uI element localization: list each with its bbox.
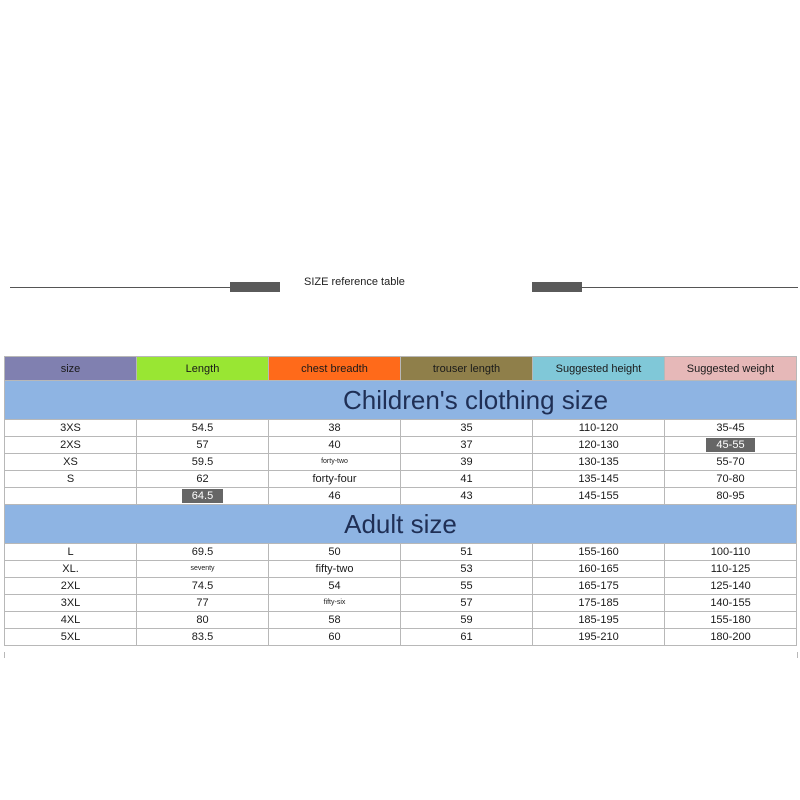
- children-cell-length: 54.5: [137, 420, 269, 437]
- children-cell-trouser-length: 43: [401, 488, 533, 505]
- adult-cell-length: 80: [137, 612, 269, 629]
- children-cell-trouser-length: 37: [401, 437, 533, 454]
- size-table: [4, 356, 797, 646]
- header-length: Length: [137, 357, 269, 381]
- header-size: size: [5, 357, 137, 381]
- children-row: [5, 437, 797, 454]
- children-cell-suggested-weight: 55-70: [665, 454, 797, 471]
- adult-cell-chest-breadth: fifty-six: [269, 595, 401, 612]
- adult-cell-chest-breadth: 54: [269, 578, 401, 595]
- header-row: [5, 357, 797, 381]
- adult-cell-suggested-weight: 180-200: [665, 629, 797, 646]
- adult-cell-trouser-length: 53: [401, 561, 533, 578]
- adult-cell-chest-breadth: 60: [269, 629, 401, 646]
- children-cell-suggested-weight: 45-55: [665, 437, 797, 454]
- adult-cell-suggested-weight: 125-140: [665, 578, 797, 595]
- children-cell-chest-breadth: 40: [269, 437, 401, 454]
- children-cell-chest-breadth: forty-four: [269, 471, 401, 488]
- adult-row: [5, 595, 797, 612]
- children-cell-suggested-height: 130-135: [533, 454, 665, 471]
- children-cell-size: 2XS: [5, 437, 137, 454]
- children-cell-suggested-height: 120-130: [533, 437, 665, 454]
- adult-cell-chest-breadth: fifty-two: [269, 561, 401, 578]
- children-cell-suggested-weight: 80-95: [665, 488, 797, 505]
- header-chest-breadth: chest breadth: [269, 357, 401, 381]
- children-cell-size: S: [5, 471, 137, 488]
- adult-cell-size: XL.: [5, 561, 137, 578]
- adult-cell-trouser-length: 55: [401, 578, 533, 595]
- adult-row: [5, 544, 797, 561]
- children-cell-suggested-weight: 35-45: [665, 420, 797, 437]
- children-cell-suggested-height: 135-145: [533, 471, 665, 488]
- title-decoration-right: [532, 282, 582, 292]
- children-row: [5, 471, 797, 488]
- adult-cell-trouser-length: 51: [401, 544, 533, 561]
- adult-cell-trouser-length: 61: [401, 629, 533, 646]
- adult-cell-suggested-height: 160-165: [533, 561, 665, 578]
- children-cell-trouser-length: 35: [401, 420, 533, 437]
- children-row: [5, 454, 797, 471]
- children-cell-suggested-height: 110-120: [533, 420, 665, 437]
- adult-cell-trouser-length: 59: [401, 612, 533, 629]
- section-children: [5, 381, 797, 420]
- adult-cell-length: 83.5: [137, 629, 269, 646]
- title-divider-left: [10, 287, 230, 288]
- section-adult: [5, 505, 797, 544]
- title-decoration-left: [230, 282, 280, 292]
- header-suggested-height: Suggested height: [533, 357, 665, 381]
- children-row: [5, 488, 797, 505]
- children-cell-size: XS: [5, 454, 137, 471]
- children-cell-chest-breadth: forty-two: [269, 454, 401, 471]
- adult-cell-trouser-length: 57: [401, 595, 533, 612]
- header-suggested-weight: Suggested weight: [665, 357, 797, 381]
- adult-row: [5, 612, 797, 629]
- adult-cell-suggested-height: 155-160: [533, 544, 665, 561]
- adult-cell-suggested-weight: 100-110: [665, 544, 797, 561]
- children-cell-length: 64.5: [137, 488, 269, 505]
- children-cell-chest-breadth: 46: [269, 488, 401, 505]
- children-cell-length: 59.5: [137, 454, 269, 471]
- children-cell-suggested-height: 145-155: [533, 488, 665, 505]
- section-children-label: Children's clothing size: [5, 381, 797, 420]
- children-cell-trouser-length: 41: [401, 471, 533, 488]
- adult-cell-suggested-weight: 110-125: [665, 561, 797, 578]
- children-cell-size: [5, 488, 137, 505]
- adult-cell-suggested-height: 175-185: [533, 595, 665, 612]
- adult-row: [5, 578, 797, 595]
- children-cell-suggested-weight: 70-80: [665, 471, 797, 488]
- title-divider-right: [580, 287, 798, 288]
- adult-cell-suggested-height: 165-175: [533, 578, 665, 595]
- children-cell-size: 3XS: [5, 420, 137, 437]
- adult-cell-suggested-weight: 140-155: [665, 595, 797, 612]
- adult-cell-length: 77: [137, 595, 269, 612]
- adult-cell-suggested-height: 195-210: [533, 629, 665, 646]
- page-title: SIZE reference table: [304, 276, 405, 288]
- adult-cell-size: 2XL: [5, 578, 137, 595]
- children-cell-trouser-length: 39: [401, 454, 533, 471]
- adult-cell-suggested-weight: 155-180: [665, 612, 797, 629]
- adult-cell-size: 3XL: [5, 595, 137, 612]
- adult-cell-length: seventy: [137, 561, 269, 578]
- title-row: [0, 270, 800, 300]
- children-cell-length: 57: [137, 437, 269, 454]
- adult-cell-size: 5XL: [5, 629, 137, 646]
- adult-cell-length: 74.5: [137, 578, 269, 595]
- adult-cell-size: L: [5, 544, 137, 561]
- adult-row: [5, 561, 797, 578]
- header-trouser-length: trouser length: [401, 357, 533, 381]
- adult-cell-chest-breadth: 58: [269, 612, 401, 629]
- children-cell-length: 62: [137, 471, 269, 488]
- children-cell-chest-breadth: 38: [269, 420, 401, 437]
- table-footer: [4, 652, 798, 658]
- adult-cell-length: 69.5: [137, 544, 269, 561]
- adult-cell-size: 4XL: [5, 612, 137, 629]
- children-row: [5, 420, 797, 437]
- adult-cell-chest-breadth: 50: [269, 544, 401, 561]
- section-adult-label: Adult size: [5, 505, 797, 544]
- adult-cell-suggested-height: 185-195: [533, 612, 665, 629]
- adult-row: [5, 629, 797, 646]
